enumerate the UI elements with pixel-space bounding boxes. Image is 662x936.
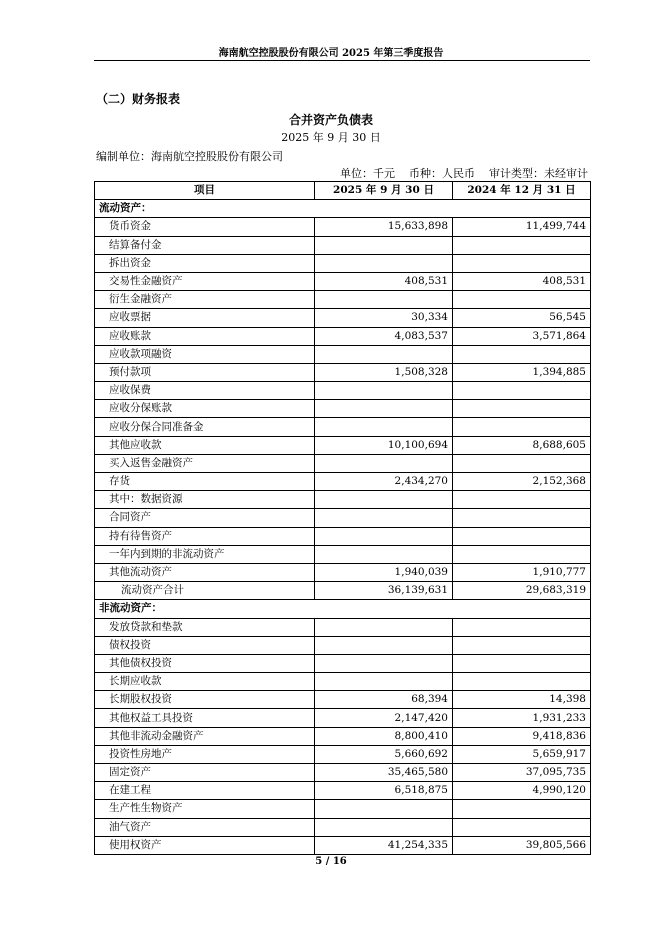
table-row	[95, 818, 591, 836]
value-prior-period: 9,418,836	[453, 727, 591, 745]
value-current-period: 1,940,039	[315, 563, 453, 581]
value-current-period	[315, 673, 453, 691]
row-label: 发放贷款和垫款	[95, 618, 315, 636]
value-current-period	[315, 545, 453, 563]
row-label: 其中：数据资源	[95, 491, 315, 509]
reporting-company: 编制单位：海南航空控股股份有限公司	[96, 150, 283, 163]
value-prior-period	[453, 291, 591, 309]
table-row	[95, 454, 591, 472]
value-current-period: 30,334	[315, 309, 453, 327]
table-row	[95, 418, 591, 436]
table-row	[95, 764, 591, 782]
value-prior-period: 4,990,120	[453, 782, 591, 800]
value-current-period: 8,800,410	[315, 727, 453, 745]
table-header-row	[95, 182, 591, 200]
value-prior-period: 11,499,744	[453, 218, 591, 236]
row-label: 应收分保合同准备金	[95, 418, 315, 436]
value-prior-period	[453, 818, 591, 836]
table-row	[95, 309, 591, 327]
value-prior-period: 14,398	[453, 691, 591, 709]
row-label: 存货	[95, 473, 315, 491]
balance-sheet-table	[94, 181, 591, 855]
table-row	[95, 509, 591, 527]
table-row	[95, 836, 591, 854]
value-current-period: 5,660,692	[315, 745, 453, 763]
value-current-period: 2,147,420	[315, 709, 453, 727]
value-current-period: 408,531	[315, 272, 453, 290]
section-title: （二）财务报表	[96, 92, 181, 106]
row-label: 使用权资产	[95, 836, 315, 854]
row-label: 衍生金融资产	[95, 291, 315, 309]
value-current-period	[315, 382, 453, 400]
value-prior-period	[453, 418, 591, 436]
header-current-period: 2025 年 9 月 30 日	[315, 182, 453, 200]
value-current-period	[315, 291, 453, 309]
page-header: 海南航空控股股份有限公司 2025 年第三季度报告	[218, 48, 444, 59]
value-current-period: 15,633,898	[315, 218, 453, 236]
table-row	[95, 727, 591, 745]
value-prior-period	[453, 491, 591, 509]
row-label: 油气资产	[95, 818, 315, 836]
table-row	[95, 545, 591, 563]
row-label: 长期应收款	[95, 673, 315, 691]
value-current-period: 6,518,875	[315, 782, 453, 800]
row-label: 合同资产	[95, 509, 315, 527]
table-row	[95, 691, 591, 709]
table-body	[95, 200, 591, 855]
row-label: 其他权益工具投资	[95, 709, 315, 727]
table-row	[95, 236, 591, 254]
row-label: 应收分保账款	[95, 400, 315, 418]
header-item: 项目	[95, 182, 315, 200]
value-prior-period	[453, 654, 591, 672]
value-prior-period	[453, 400, 591, 418]
table-row	[95, 782, 591, 800]
value-current-period: 2,434,270	[315, 473, 453, 491]
table-row	[95, 582, 591, 600]
row-label: 应收款项融资	[95, 345, 315, 363]
table-row	[95, 291, 591, 309]
report-title: 合并资产负债表	[288, 113, 373, 127]
table-row	[95, 709, 591, 727]
value-current-period: 1,508,328	[315, 363, 453, 381]
value-prior-period: 2,152,368	[453, 473, 591, 491]
value-prior-period: 1,910,777	[453, 563, 591, 581]
value-current-period	[315, 618, 453, 636]
table-row	[95, 382, 591, 400]
table-row	[95, 327, 591, 345]
table-row	[95, 673, 591, 691]
page-number: 5 / 16	[315, 856, 347, 867]
value-prior-period	[453, 509, 591, 527]
value-prior-period	[453, 527, 591, 545]
value-current-period	[315, 654, 453, 672]
value-current-period: 4,083,537	[315, 327, 453, 345]
row-label: 流动资产：	[95, 200, 591, 218]
value-current-period	[315, 454, 453, 472]
value-current-period	[315, 509, 453, 527]
value-prior-period: 37,095,735	[453, 764, 591, 782]
row-label: 应收票据	[95, 309, 315, 327]
value-prior-period	[453, 636, 591, 654]
value-current-period	[315, 491, 453, 509]
value-prior-period: 5,659,917	[453, 745, 591, 763]
row-label: 买入返售金融资产	[95, 454, 315, 472]
value-prior-period	[453, 800, 591, 818]
table-row	[95, 745, 591, 763]
table-row	[95, 800, 591, 818]
value-prior-period	[453, 236, 591, 254]
row-label: 货币资金	[95, 218, 315, 236]
row-label: 其他流动资产	[95, 563, 315, 581]
value-current-period	[315, 636, 453, 654]
row-label: 其他债权投资	[95, 654, 315, 672]
table-row	[95, 272, 591, 290]
value-prior-period: 8,688,605	[453, 436, 591, 454]
row-label: 其他非流动金融资产	[95, 727, 315, 745]
row-label: 一年内到期的非流动资产	[95, 545, 315, 563]
value-prior-period	[453, 382, 591, 400]
value-prior-period: 1,394,885	[453, 363, 591, 381]
table-row	[95, 473, 591, 491]
table-row	[95, 436, 591, 454]
table-row	[95, 563, 591, 581]
table-row	[95, 527, 591, 545]
report-date: 2025 年 9 月 30 日	[281, 131, 381, 144]
row-label: 交易性金融资产	[95, 272, 315, 290]
row-label: 流动资产合计	[95, 582, 315, 600]
value-current-period: 41,254,335	[315, 836, 453, 854]
value-prior-period: 408,531	[453, 272, 591, 290]
row-label: 生产性生物资产	[95, 800, 315, 818]
value-current-period	[315, 236, 453, 254]
value-current-period: 10,100,694	[315, 436, 453, 454]
table-row	[95, 654, 591, 672]
row-label: 债权投资	[95, 636, 315, 654]
value-prior-period: 56,545	[453, 309, 591, 327]
value-current-period	[315, 818, 453, 836]
value-prior-period: 3,571,864	[453, 327, 591, 345]
row-label: 长期股权投资	[95, 691, 315, 709]
value-current-period	[315, 345, 453, 363]
row-label: 应收账款	[95, 327, 315, 345]
table-row	[95, 363, 591, 381]
row-label: 其他应收款	[95, 436, 315, 454]
value-current-period: 35,465,580	[315, 764, 453, 782]
value-prior-period	[453, 345, 591, 363]
value-prior-period	[453, 454, 591, 472]
header-prior-period: 2024 年 12 月 31 日	[453, 182, 591, 200]
row-label: 拆出资金	[95, 254, 315, 272]
table-row	[95, 200, 591, 218]
table-row	[95, 254, 591, 272]
value-prior-period	[453, 673, 591, 691]
value-current-period	[315, 400, 453, 418]
value-prior-period: 39,805,566	[453, 836, 591, 854]
value-current-period: 68,394	[315, 691, 453, 709]
row-label: 应收保费	[95, 382, 315, 400]
value-prior-period: 1,931,233	[453, 709, 591, 727]
table-row	[95, 618, 591, 636]
row-label: 持有待售资产	[95, 527, 315, 545]
value-prior-period	[453, 254, 591, 272]
value-current-period	[315, 800, 453, 818]
row-label: 投资性房地产	[95, 745, 315, 763]
unit-currency-audit-line: 单位：千元 币种：人民币 审计类型：未经审计	[340, 167, 588, 180]
value-prior-period	[453, 618, 591, 636]
value-prior-period	[453, 545, 591, 563]
row-label: 固定资产	[95, 764, 315, 782]
row-label: 结算备付金	[95, 236, 315, 254]
row-label: 非流动资产：	[95, 600, 591, 618]
table-row	[95, 491, 591, 509]
value-current-period	[315, 254, 453, 272]
header-rule	[94, 60, 590, 61]
table-row	[95, 345, 591, 363]
value-current-period	[315, 527, 453, 545]
row-label: 预付款项	[95, 363, 315, 381]
table-row	[95, 636, 591, 654]
table-row	[95, 600, 591, 618]
table-row	[95, 218, 591, 236]
row-label: 在建工程	[95, 782, 315, 800]
value-current-period: 36,139,631	[315, 582, 453, 600]
value-current-period	[315, 418, 453, 436]
value-prior-period: 29,683,319	[453, 582, 591, 600]
table-row	[95, 400, 591, 418]
